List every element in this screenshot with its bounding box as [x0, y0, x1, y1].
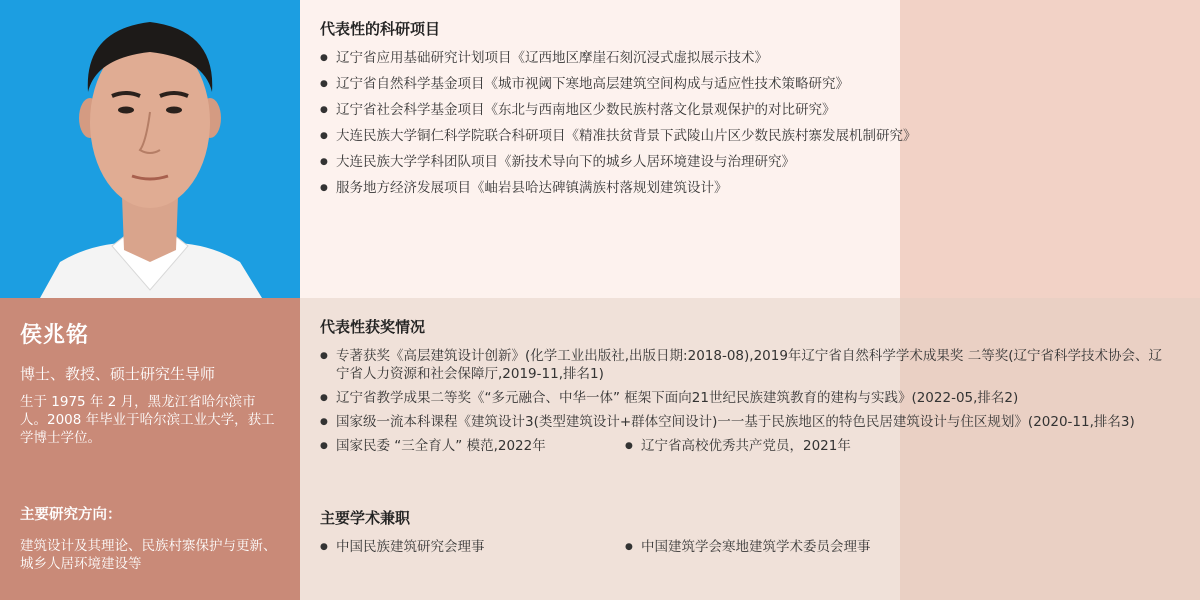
awards-pair-list [320, 437, 1170, 461]
person-name: 侯兆铭 [20, 323, 90, 348]
awards-section [320, 316, 1170, 461]
list-item: ● 大连民族大学学科团队项目《新技术导向下的城乡人居环境建设与治理研究》 [320, 153, 1170, 171]
list-item: ● 专著获奖《高层建筑设计创新》(化学工业出版社,出版日期:2018-08),2019年辽宁省自然科学学术成果奖 二等奖(辽宁省科学技术协会、辽宁省人力资源和社会保障厅,2019-11,排名1) [320, 347, 1170, 383]
positions-heading: 主要学术兼职 [320, 509, 411, 527]
list-item: ● 辽宁省应用基础研究计划项目《辽西地区摩崖石刻沉浸式虚拟展示技术》 [320, 49, 1170, 67]
list-item: ● 服务地方经济发展项目《岫岩县哈达碑镇满族村落规划建筑设计》 [320, 179, 1170, 197]
list-item: ● 国家民委 “三全育人” 模范,2022年 [320, 437, 625, 455]
list-item: ● 辽宁省教学成果二等奖《“多元融合、中华一体” 框架下面向21世纪民族建筑教育的建构与实践》(2022-05,排名2) [320, 389, 1170, 407]
awards-list [320, 347, 1170, 431]
list-item: ● 国家级一流本科课程《建筑设计3(类型建筑设计+群体空间设计)一一基于民族地区的特色民居建筑设计与住区规划》(2020-11,排名3) [320, 413, 1170, 431]
list-item: ● 辽宁省自然科学基金项目《城市视阈下寒地高层建筑空间构成与适应性技术策略研究》 [320, 75, 1170, 93]
projects-list [320, 49, 1170, 197]
projects-section [320, 18, 1170, 205]
list-item: ● 中国建筑学会寒地建筑学术委员会理事 [625, 538, 930, 556]
awards-heading: 代表性获奖情况 [320, 318, 426, 336]
list-item: ● 中国民族建筑研究会理事 [320, 538, 625, 556]
list-item: ● 大连民族大学铜仁科学院联合科研项目《精准扶贫背景下武陵山片区少数民族村寨发展机制研究》 [320, 127, 1170, 145]
person-titles: 博士、教授、硕士研究生导师 [20, 365, 216, 383]
profile-panel [0, 298, 300, 600]
research-direction-text: 建筑设计及其理论、民族村寨保护与更新、城乡人居环境建设等 [20, 538, 277, 572]
positions-list [320, 538, 1170, 564]
person-bio: 生于 1975 年 2 月，黑龙江省哈尔滨市人。2008 年毕业于哈尔滨工业大学，获工学博士学位。 [20, 394, 275, 446]
research-direction-heading: 主要研究方向： [20, 507, 122, 523]
list-item: ● 辽宁省高校优秀共产党员，2021年 [625, 437, 930, 455]
list-item: ● 辽宁省社会科学基金项目《东北与西南地区少数民族村落文化景观保护的对比研究》 [320, 101, 1170, 119]
positions-section [320, 507, 1170, 564]
person-silhouette-icon [0, 0, 300, 298]
portrait-photo [0, 0, 300, 298]
projects-heading: 代表性的科研项目 [320, 20, 441, 38]
